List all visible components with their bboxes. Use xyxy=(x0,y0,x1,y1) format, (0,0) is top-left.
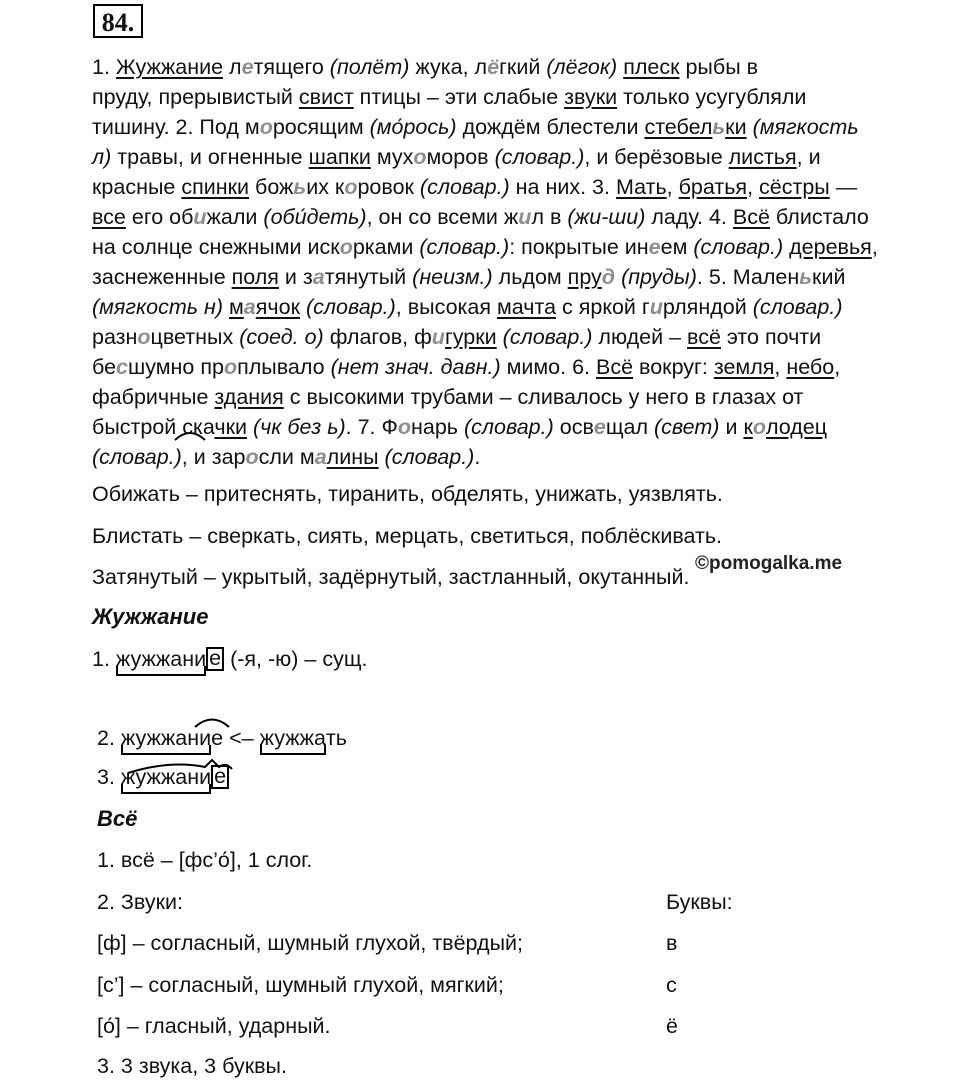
sounds-header: 2. Звуки: xyxy=(97,890,183,914)
underlined-word: поля xyxy=(231,265,279,289)
underlined-word: Мать xyxy=(615,175,667,199)
word-heading-zhuzhzhanie: Жужжание xyxy=(92,604,209,629)
text-run: . 7. Ф xyxy=(345,415,398,439)
text-run: тянутый xyxy=(324,265,413,289)
text-run: , xyxy=(747,175,760,199)
underlined-word: Всё xyxy=(596,355,634,379)
text-run: л xyxy=(223,55,242,79)
text-run: , xyxy=(774,355,787,379)
root-bracket: жужжани xyxy=(115,647,207,671)
text-run: травы, и огненные xyxy=(111,145,309,169)
text-run: красные xyxy=(92,175,182,199)
text-run: осв xyxy=(553,415,594,439)
item-number: 1. xyxy=(92,647,116,671)
highlighted-letter: о xyxy=(245,445,259,469)
underlined-word: братья xyxy=(678,175,748,199)
morph-note: (-я, -ю) – сущ. xyxy=(224,647,368,671)
text-run: , xyxy=(871,235,878,259)
text-run: мух xyxy=(370,145,414,169)
item-number: 3. xyxy=(97,765,121,789)
underlined-word: к xyxy=(743,415,753,439)
text-run: только усугубляли xyxy=(617,85,807,109)
synonym-line-blistat: Блистать – сверкать, сиять, мерцать, светиться, поблёскивать. xyxy=(92,524,723,548)
text-run: с яркой г xyxy=(556,295,650,319)
text-run: , и xyxy=(796,145,821,169)
text-run: бож xyxy=(249,175,294,199)
text-run: сли м xyxy=(258,445,315,469)
underlined-word: ки xyxy=(725,115,747,139)
italic-note: (словар.) xyxy=(419,175,510,199)
text-run: заснеженные xyxy=(92,265,232,289)
suffix-arc-derived xyxy=(195,720,229,728)
italic-note: (оби́деть) xyxy=(263,205,367,229)
text-run: ладу. 4. xyxy=(645,205,733,229)
source-suffix: ть xyxy=(325,726,347,750)
italic-note: (неизм.) xyxy=(412,265,493,289)
highlighted-letter: а xyxy=(243,295,256,319)
italic-note: (словар.) xyxy=(463,415,554,439)
text-run: и з xyxy=(278,265,313,289)
derived-ending: е xyxy=(211,726,224,750)
underlined-word: плеск xyxy=(623,55,680,79)
text-run: — xyxy=(829,175,858,199)
text-run: шумно пр xyxy=(128,355,224,379)
text-run: на солнце снежными иск xyxy=(92,235,340,259)
text-run: рляндой xyxy=(662,295,753,319)
phonetic-transcription: 1. всё – [фс’о́], 1 слог. xyxy=(97,848,313,872)
text-run: . 5. Мален xyxy=(696,265,800,289)
derived-stem: жужжани xyxy=(120,726,212,750)
text-run: с высокими трубами – сливалось у него в глазах от xyxy=(283,385,804,409)
underlined-word: Всё xyxy=(732,205,770,229)
italic-note: (мягкость н) xyxy=(92,295,224,319)
highlighted-letter: а xyxy=(312,265,325,289)
highlighted-letter: ь xyxy=(293,175,307,199)
underlined-word: стебел xyxy=(644,115,713,139)
italic-note: (словар.) xyxy=(494,145,585,169)
text-run: дождём блестели xyxy=(456,115,645,139)
italic-note: (словар.) xyxy=(305,295,396,319)
underlined-word: все xyxy=(92,205,126,229)
italic-note: (словар.) xyxy=(92,445,182,469)
text-run: , xyxy=(666,175,679,199)
underlined-word: всё xyxy=(687,325,721,349)
letter-row-1: в xyxy=(666,931,678,955)
text-run: блистало xyxy=(769,205,869,229)
highlighted-letter: и xyxy=(649,295,663,319)
underlined-word: чки xyxy=(214,415,248,439)
text-run: кий xyxy=(812,265,846,289)
highlighted-letter: е xyxy=(593,415,606,439)
underlined-word: мачта xyxy=(497,295,557,319)
highlighted-letter: о xyxy=(137,325,151,349)
text-run: мимо. 6. xyxy=(500,355,596,379)
highlighted-letter: ь xyxy=(712,115,726,139)
underlined-word: земля xyxy=(713,355,775,379)
synonym-line-obizhat: Обижать – притеснять, тиранить, обделять, унижать, уязвлять. xyxy=(92,482,723,506)
stem-bracket: жужжани xyxy=(120,765,212,789)
sound-row-1: [ф] – согласный, шумный глухой, твёрдый; xyxy=(97,931,524,955)
text-run: нарь xyxy=(411,415,464,439)
text-run: росящим xyxy=(272,115,370,139)
text-run: гкий xyxy=(499,55,547,79)
italic-note: (словар.) xyxy=(419,235,510,259)
underlined-word: пру xyxy=(567,265,602,289)
text-run: фабричные xyxy=(92,385,215,409)
prefix-arc-zarosli xyxy=(175,433,205,440)
highlighted-letter: а xyxy=(314,445,327,469)
text-run: вокруг: xyxy=(633,355,714,379)
watermark: ©pomogalka.me xyxy=(695,553,843,574)
exercise-number: 84. xyxy=(93,4,143,38)
italic-note: (соед. о) xyxy=(239,325,324,349)
highlighted-letter: д xyxy=(601,265,616,289)
underlined-word: звуки xyxy=(564,85,618,109)
text-run: л в xyxy=(531,205,568,229)
ending-box: е xyxy=(211,765,229,789)
item-number: 2. xyxy=(97,726,121,750)
letters-header: Буквы: xyxy=(666,890,733,914)
text-run: его об xyxy=(125,205,194,229)
italic-note: л) xyxy=(92,145,112,169)
highlighted-letter: о xyxy=(752,415,766,439)
text-run: быстрой ска xyxy=(92,415,215,439)
underlined-word: небо xyxy=(786,355,835,379)
underlined-word: здания xyxy=(214,385,284,409)
derivation-arrow: <– xyxy=(223,726,260,750)
underlined-word: листья xyxy=(728,145,797,169)
highlighted-letter: о xyxy=(344,175,358,199)
italic-note: (чк без ь) xyxy=(253,415,346,439)
underlined-word: ячок xyxy=(255,295,300,319)
text-run: , он со всеми ж xyxy=(366,205,519,229)
highlighted-letter: о xyxy=(259,115,273,139)
source-stem: жужжа xyxy=(259,726,326,750)
italic-note: (словар.) xyxy=(752,295,843,319)
word-heading-vsyo: Всё xyxy=(97,806,138,831)
text-run: разн xyxy=(92,325,138,349)
italic-note: (мо́рось) xyxy=(369,115,457,139)
underlined-word: шапки xyxy=(308,145,371,169)
underlined-word: свист xyxy=(298,85,354,109)
text-run: жали xyxy=(206,205,264,229)
italic-note: (свет) xyxy=(654,415,720,439)
synonym-line-zatyanutyy: Затянутый – укрытый, задёрнутый, застланный, окутанный. xyxy=(92,565,690,589)
highlighted-letter: о xyxy=(397,415,411,439)
sound-row-2: [с’] – согласный, шумный глухой, мягкий; xyxy=(97,973,504,997)
text-run: флагов, ф xyxy=(323,325,432,349)
italic-note: (словар.) xyxy=(502,325,593,349)
text-run: . xyxy=(474,445,481,469)
text-run: людей – xyxy=(592,325,688,349)
text-run: рками xyxy=(352,235,420,259)
text-run: жука, л xyxy=(409,55,488,79)
underlined-word: м xyxy=(229,295,244,319)
text-run: рыбы в xyxy=(679,55,759,79)
sound-row-3: [о́] – гласный, ударный. xyxy=(97,1014,331,1038)
text-run: моров xyxy=(426,145,495,169)
italic-note: (словар.) xyxy=(693,235,784,259)
text-run: тишину. 2. Под м xyxy=(92,115,260,139)
underlined-word: лины xyxy=(326,445,379,469)
text-run: и xyxy=(719,415,744,439)
highlighted-letter: и xyxy=(193,205,207,229)
text-run: щал xyxy=(605,415,655,439)
highlighted-letter: е xyxy=(241,55,254,79)
text-run: это почти xyxy=(720,325,822,349)
text-run: , и берёзовые xyxy=(584,145,729,169)
underlined-word: сёстры xyxy=(759,175,830,199)
text-run: плывало xyxy=(237,355,331,379)
text-run: : покрытые ин xyxy=(509,235,649,259)
text-run: их к xyxy=(306,175,345,199)
highlighted-letter: и xyxy=(518,205,532,229)
text-run: , xyxy=(834,355,841,379)
highlighted-letter: с xyxy=(116,355,128,379)
letter-row-2: с xyxy=(666,973,677,997)
italic-note: (нет знач. давн.) xyxy=(330,355,501,379)
italic-note: (лёгок) xyxy=(546,55,618,79)
text-run: ем xyxy=(660,235,694,259)
text-run: льдом xyxy=(492,265,568,289)
text-run: 1. xyxy=(92,55,116,79)
highlighted-letter: о xyxy=(223,355,238,379)
highlighted-letter: ё xyxy=(487,55,500,79)
highlighted-letter: ь xyxy=(799,265,813,289)
italic-note: (мягкость xyxy=(752,115,859,139)
underlined-word: лодец xyxy=(765,415,828,439)
letter-row-3: ё xyxy=(666,1014,678,1038)
text-run: , высокая xyxy=(395,295,497,319)
highlighted-letter: о xyxy=(339,235,353,259)
count-line: 3. 3 звука, 3 буквы. xyxy=(97,1054,287,1078)
italic-note: (словар.) xyxy=(384,445,475,469)
text-run: , и зар xyxy=(181,445,246,469)
italic-note: (пруды) xyxy=(621,265,697,289)
highlighted-letter: о xyxy=(413,145,427,169)
highlighted-letter: и xyxy=(431,325,445,349)
underlined-word: деревья xyxy=(789,235,872,259)
underlined-word: Жужжание xyxy=(115,55,224,79)
highlighted-letter: е xyxy=(648,235,661,259)
root-arc-word3 xyxy=(128,760,232,773)
ending-box: е xyxy=(206,647,224,671)
italic-note: (жи-ши) xyxy=(567,205,646,229)
text-run: пруду, прерывистый xyxy=(92,85,299,109)
text-run: тящего xyxy=(253,55,330,79)
underlined-word: гурки xyxy=(444,325,497,349)
text-run: птицы – эти слабые xyxy=(353,85,565,109)
text-run: на них. 3. xyxy=(509,175,616,199)
italic-note: (полёт) xyxy=(329,55,410,79)
underlined-word: спинки xyxy=(181,175,250,199)
text-run: бе xyxy=(92,355,117,379)
text-run: ровок xyxy=(357,175,420,199)
text-run: цветных xyxy=(150,325,240,349)
